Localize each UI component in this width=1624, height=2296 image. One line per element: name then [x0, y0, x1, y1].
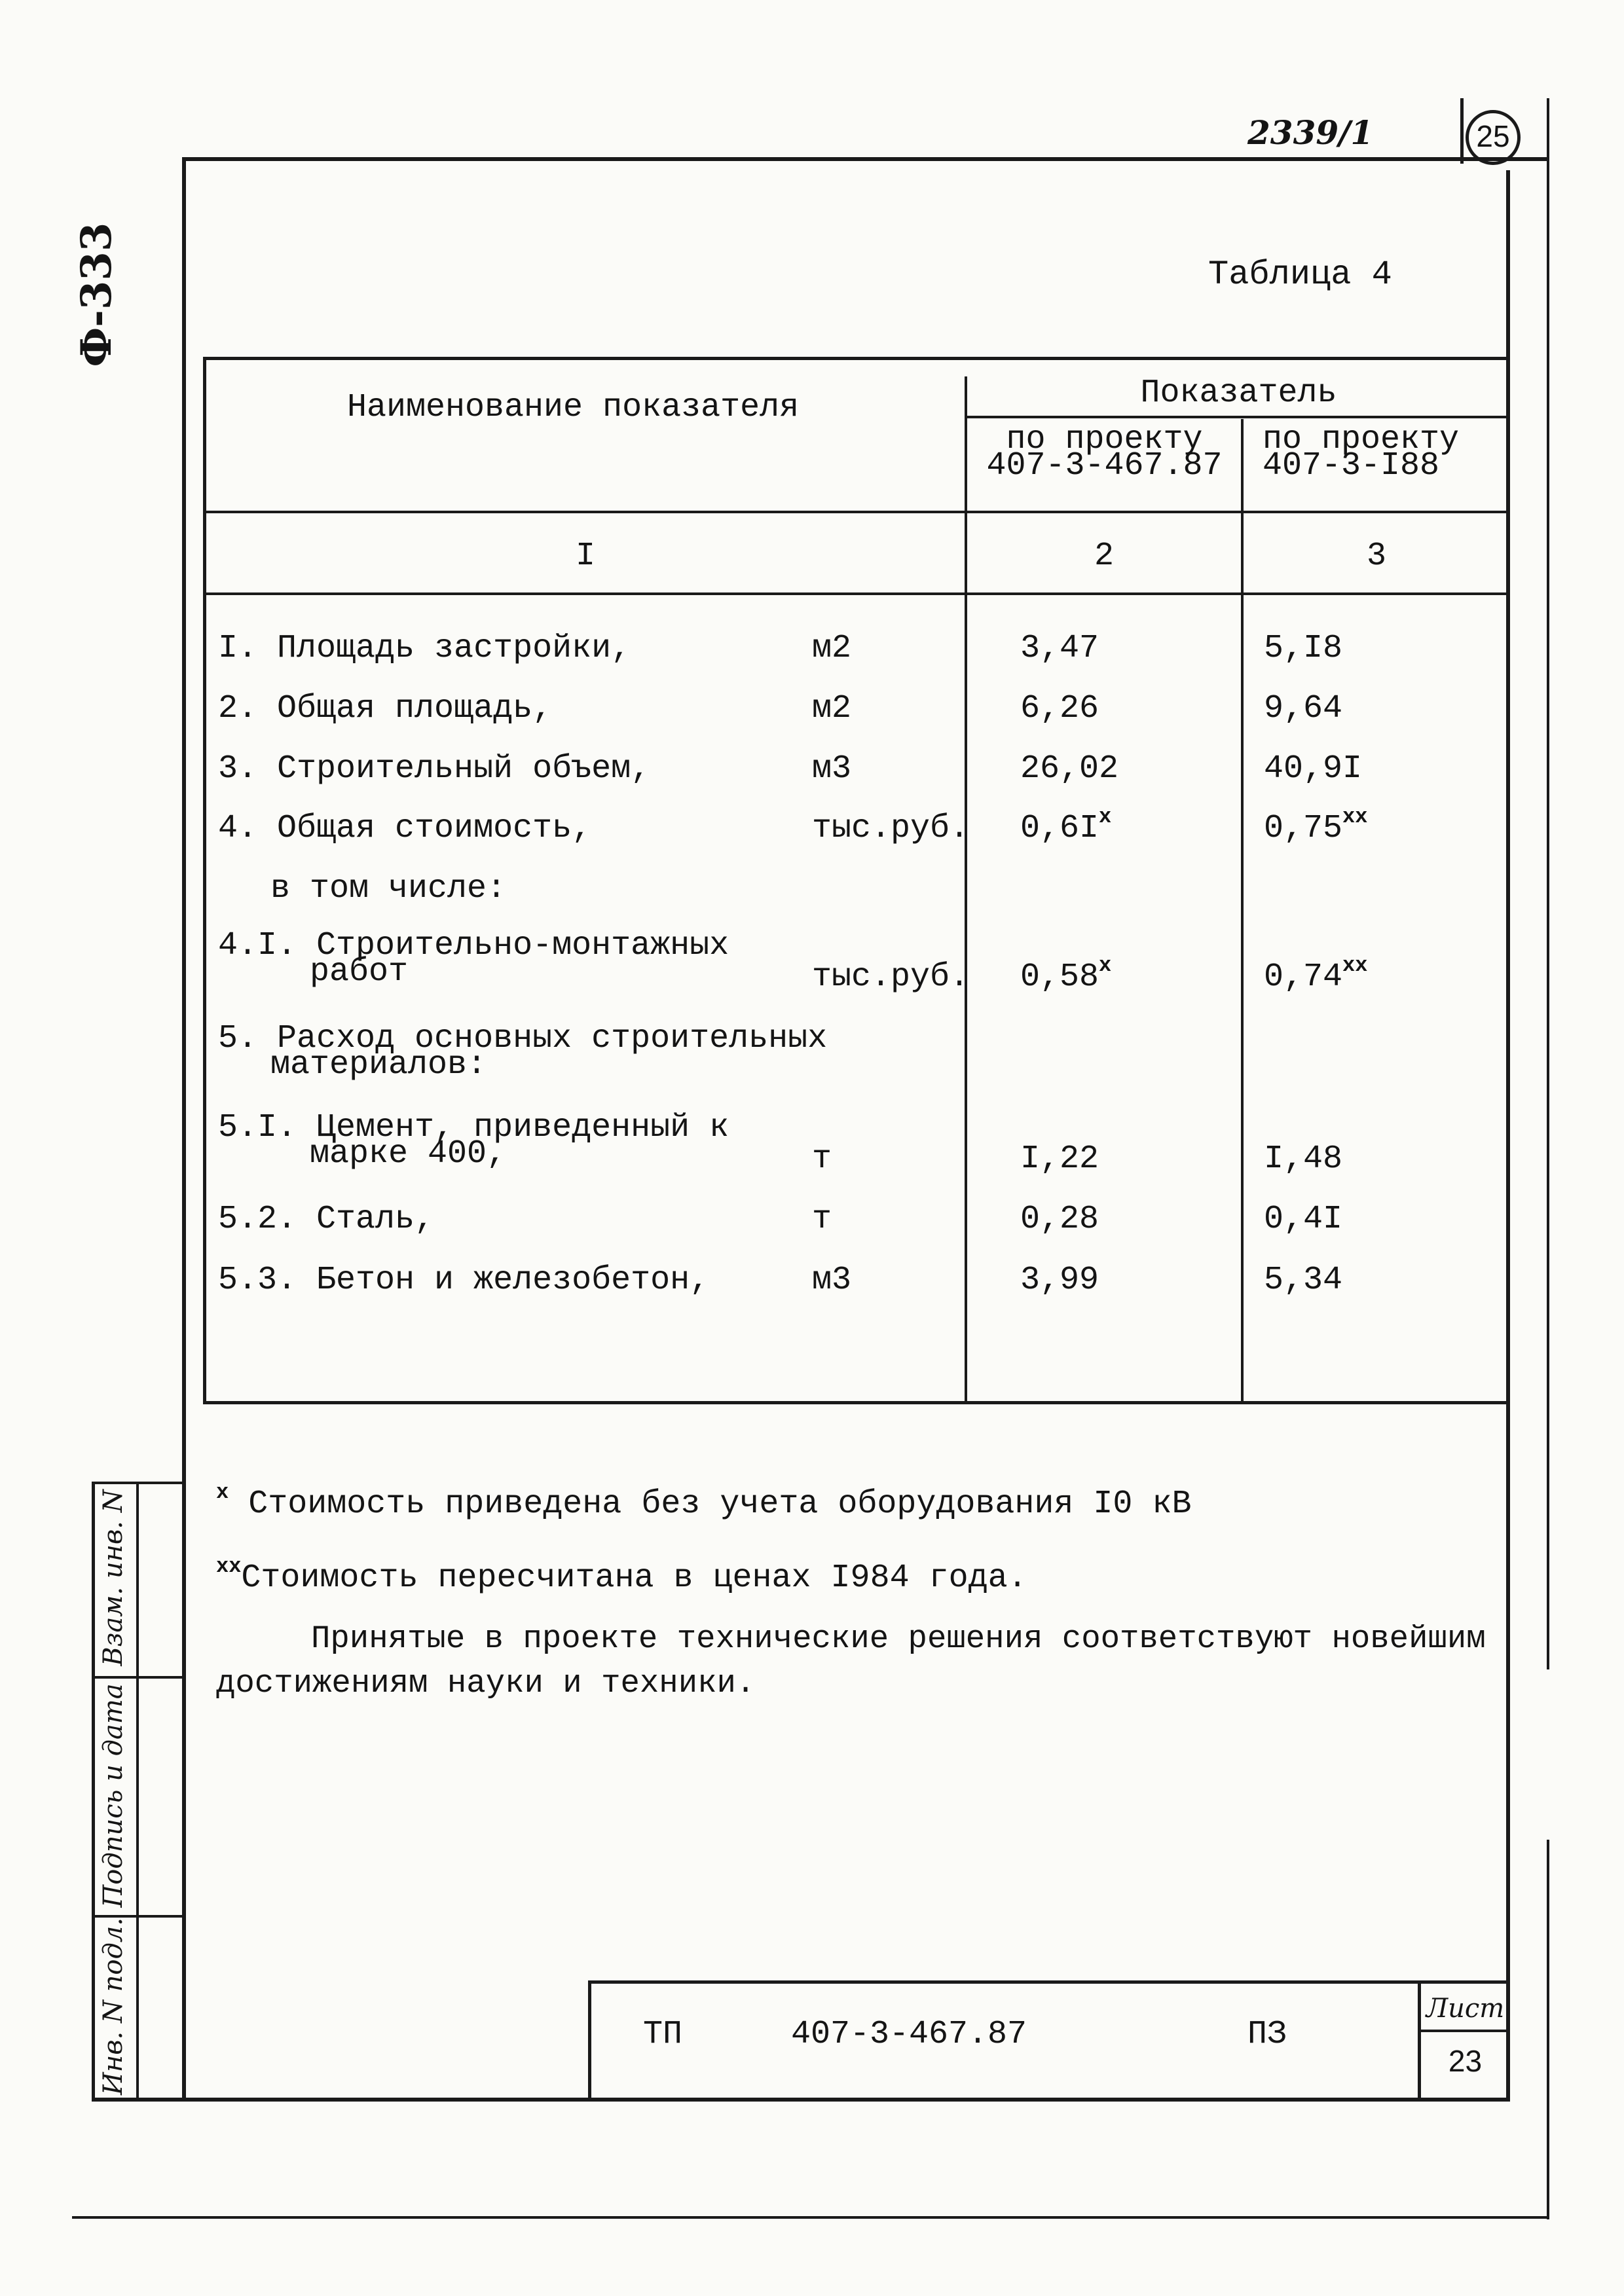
- table-left-line: [203, 357, 206, 1404]
- row-1-value-2: 5,I8: [1264, 630, 1343, 667]
- table-bottom-line: [203, 1401, 1509, 1404]
- row-4-value-2: 0,75: [1264, 810, 1343, 847]
- row-8-name-line2: марке 400,: [310, 1135, 507, 1173]
- row-8-name-line1: 5.I. Цемент, приведенный к: [218, 1109, 729, 1146]
- table-header-indicator: Показатель: [1140, 374, 1337, 412]
- table-header-col3-line2: 407-3-I88: [1263, 447, 1440, 484]
- frame-top-stub: [1460, 98, 1464, 164]
- colnum-1: I: [575, 538, 595, 575]
- row-1-value-1: 3,47: [1020, 630, 1099, 667]
- row-6-unit: тыс.руб.: [812, 958, 970, 996]
- row-3-value-1: 26,02: [1020, 750, 1119, 788]
- row-6-value-2: 0,74: [1264, 958, 1343, 996]
- title-doc-code: 407-3-467.87: [791, 2016, 1027, 2053]
- table-header-col2-line2: 407-3-467.87: [986, 447, 1223, 484]
- row-6-name-line1: 4.I. Строительно-монтажных: [218, 927, 729, 964]
- row-2-value-1: 6,26: [1020, 690, 1099, 727]
- row-6-value-1-mark: х: [1099, 953, 1112, 977]
- row-3-name: 3. Строительный объем,: [218, 750, 651, 788]
- row-6-value-2-wrap: [1264, 953, 1368, 996]
- row-6-name-line2: работ: [310, 953, 409, 991]
- table-top-line: [203, 357, 1509, 360]
- title-block-left: [588, 1980, 591, 2102]
- row-9-name: 5.2. Сталь,: [218, 1201, 435, 1238]
- outer-right-line-top: [1547, 98, 1549, 1669]
- frame-bottom-line: [92, 2098, 1510, 2102]
- footnote-2: [216, 1554, 1027, 1597]
- row-4-value-2-wrap: [1264, 805, 1368, 847]
- table-colnum-bottom-line: [203, 592, 1509, 595]
- colnum-2: 2: [1094, 538, 1114, 575]
- row-4-value-1: 0,6I: [1020, 810, 1099, 847]
- row-1-name: I. Площадь застройки,: [218, 630, 631, 667]
- stamp-inner-left: [136, 1482, 139, 2100]
- row-6-value-1-wrap: [1020, 953, 1112, 996]
- title-doc-type: ТП: [643, 2016, 683, 2053]
- row-2-value-2: 9,64: [1264, 690, 1343, 727]
- title-block-sheet-divider: [1418, 2030, 1509, 2032]
- row-2-unit: м2: [812, 690, 852, 727]
- footnote-1: [216, 1480, 1192, 1523]
- row-4-value-1-mark: х: [1099, 805, 1112, 829]
- row-10-name: 5.3. Бетон и железобетон,: [218, 1262, 710, 1299]
- row-1-unit: м2: [812, 630, 852, 667]
- row-2-name: 2. Общая площадь,: [218, 690, 553, 727]
- paragraph-line-1: Принятые в проекте технические решения соответствуют новейшим: [311, 1620, 1486, 1657]
- frame-left-line: [182, 157, 186, 2102]
- handwritten-number: 2339/1: [1247, 113, 1374, 152]
- title-section: ПЗ: [1247, 2016, 1287, 2053]
- row-10-value-2: 5,34: [1264, 1262, 1343, 1299]
- row-6-value-1: 0,58: [1020, 958, 1099, 996]
- row-6-value-2-mark: хх: [1342, 953, 1368, 977]
- table-header-name: Наименование показателя: [347, 389, 800, 426]
- row-3-unit: м3: [812, 750, 852, 788]
- frame-right-line: [1506, 170, 1510, 2102]
- stamp-outer-left: [92, 1482, 95, 2100]
- title-block-top: [588, 1980, 1510, 1984]
- row-4-unit: тыс.руб.: [812, 810, 970, 847]
- row-9-value-2: 0,4I: [1264, 1201, 1343, 1238]
- frame-top-line: [182, 157, 1547, 161]
- row-4-value-2-mark: хх: [1342, 805, 1368, 829]
- row-10-value-1: 3,99: [1020, 1262, 1099, 1299]
- row-3-value-2: 40,9I: [1264, 750, 1363, 788]
- row-8-value-1: I,22: [1020, 1140, 1099, 1178]
- row-8-unit: т: [812, 1140, 832, 1178]
- table-col2-line: [965, 376, 967, 1404]
- table-indicator-line: [965, 416, 1509, 418]
- footnote-2-mark: хх: [216, 1554, 242, 1578]
- outer-right-line-bottom: [1547, 1840, 1549, 2219]
- table-header-col3-line1: по проекту: [1263, 421, 1460, 458]
- row-7-name-line2: материалов:: [270, 1046, 487, 1084]
- page-bottom-line: [72, 2216, 1549, 2219]
- row-5-name: в том числе:: [270, 870, 507, 907]
- row-9-value-1: 0,28: [1020, 1201, 1099, 1238]
- stamp-inv-label: Инв. N подл.: [98, 1917, 128, 2095]
- table-caption: Таблица 4: [1208, 255, 1392, 294]
- side-mark: Ф-333: [72, 222, 121, 367]
- stamp-vzam-label: Взам. инв. N: [98, 1489, 128, 1666]
- stamp-sign-label: Подпись и дата: [98, 1683, 128, 1908]
- row-8-value-2: I,48: [1264, 1140, 1343, 1178]
- colnum-3: 3: [1366, 538, 1386, 575]
- paragraph-line-2: достижениям науки и техники.: [216, 1665, 756, 1702]
- row-10-unit: м3: [812, 1262, 852, 1299]
- page-circle-number: 25: [1476, 119, 1510, 153]
- table-header-bottom-line: [203, 511, 1509, 513]
- title-sheet-label: Лист: [1426, 1994, 1505, 2024]
- row-7-name-line1: 5. Расход основных строительных: [218, 1020, 828, 1057]
- table-header-col2-line1: по проекту: [1006, 421, 1203, 458]
- row-4-value-1-wrap: [1020, 805, 1112, 847]
- title-sheet-number: 23: [1448, 2044, 1483, 2078]
- row-4-name: 4. Общая стоимость,: [218, 810, 592, 847]
- footnote-1-mark: х: [216, 1480, 229, 1504]
- footnote-1-text: Стоимость приведена без учета оборудования I0 кВ: [248, 1485, 1192, 1523]
- footnote-2-text: Стоимость пересчитана в ценах I984 года.: [241, 1559, 1027, 1597]
- row-9-unit: т: [812, 1201, 832, 1238]
- stamp-divider-1: [92, 1676, 185, 1679]
